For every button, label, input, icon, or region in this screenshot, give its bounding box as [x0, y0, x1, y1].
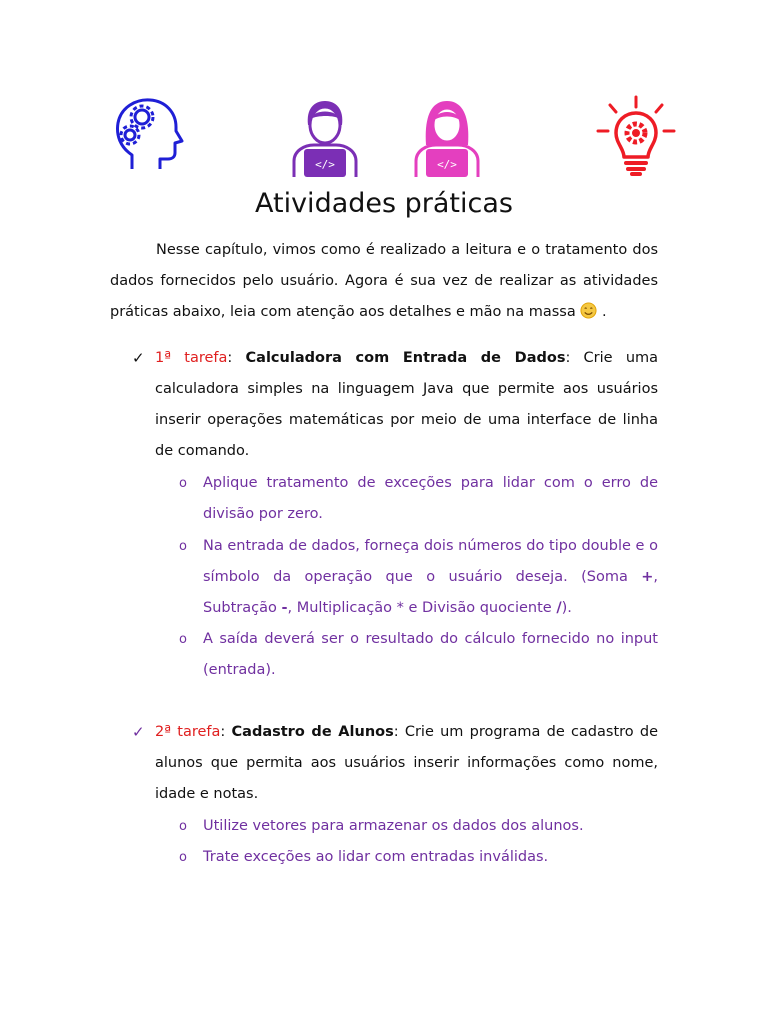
task-1-bullet-1: Aplique tratamento de exceções para lidar com o erro de divisão por zero. — [203, 475, 658, 522]
icon-row — [0, 95, 768, 185]
bullet-icon: o — [179, 632, 187, 647]
task-1-bullet-2 — [203, 531, 658, 624]
task-1 — [155, 343, 658, 467]
task-1-desc: : Crie uma calculadora simples na linguagem Java que permite aos usuários inserir operações matemáticas por meio de uma interface de linha de comando. — [155, 350, 659, 459]
svg-text:</>: </> — [315, 158, 335, 171]
task-1-bullet-3: A saída deverá ser o resultado do cálculo fornecido no input (entrada). — [203, 631, 658, 678]
svg-text:</>: </> — [437, 158, 457, 171]
task-1-tag: 1ª tarefa — [155, 350, 228, 366]
check-icon: ✓ — [132, 723, 145, 741]
plus-symbol: + — [641, 569, 654, 585]
bullet-icon: o — [179, 476, 187, 491]
task-2 — [155, 717, 658, 810]
task-2-desc: : Crie um programa de cadastro de alunos que permita aos usuários inserir informações como nome, idade e notas. — [155, 724, 658, 802]
check-icon: ✓ — [132, 349, 145, 367]
bullet-2-text-d: ). — [561, 600, 572, 616]
intro-text: Nesse capítulo, vimos como é realizado a leitura e o tratamento dos dados fornecidos pelo usuário. Agora é sua vez de realizar as atividades práticas abaixo, leia com atenção aos detalhes e mão na massa — [110, 242, 658, 320]
slash-symbol: / — [556, 600, 562, 616]
head-gears-icon — [112, 95, 184, 175]
task-2-colon: : — [220, 724, 226, 740]
intro-end: . — [601, 304, 607, 320]
bullet-icon: o — [179, 819, 187, 834]
bullet-2-text-c: , Multiplicação * e Divisão quociente — [287, 600, 557, 616]
task-2-bullet-1: Utilize vetores para armazenar os dados dos alunos. — [203, 818, 584, 834]
lightbulb-gear-icon — [596, 95, 676, 177]
smiley-icon — [580, 302, 597, 319]
bullet-icon: o — [179, 850, 187, 865]
developer-woman-icon — [412, 95, 482, 181]
task-2-bullet-2: Trate exceções ao lidar com entradas inválidas. — [203, 849, 549, 865]
bullet-icon: o — [179, 539, 187, 554]
intro-paragraph — [110, 235, 658, 328]
task-2-tag: 2ª tarefa — [155, 724, 221, 740]
task-2-name: Cadastro de Alunos — [231, 724, 394, 740]
minus-symbol: - — [281, 600, 288, 616]
page-title: Atividades práticas — [255, 188, 513, 219]
bullet-2-text-b: , Subtração — [203, 569, 658, 616]
bullet-2-text-a: Na entrada de dados, forneça dois números do tipo double e o símbolo da operação que o usuário deseja. (Soma — [203, 538, 658, 585]
task-1-name: Calculadora com Entrada de Dados — [245, 350, 566, 366]
task-1-colon: : — [227, 350, 233, 366]
developer-man-icon — [290, 95, 360, 181]
